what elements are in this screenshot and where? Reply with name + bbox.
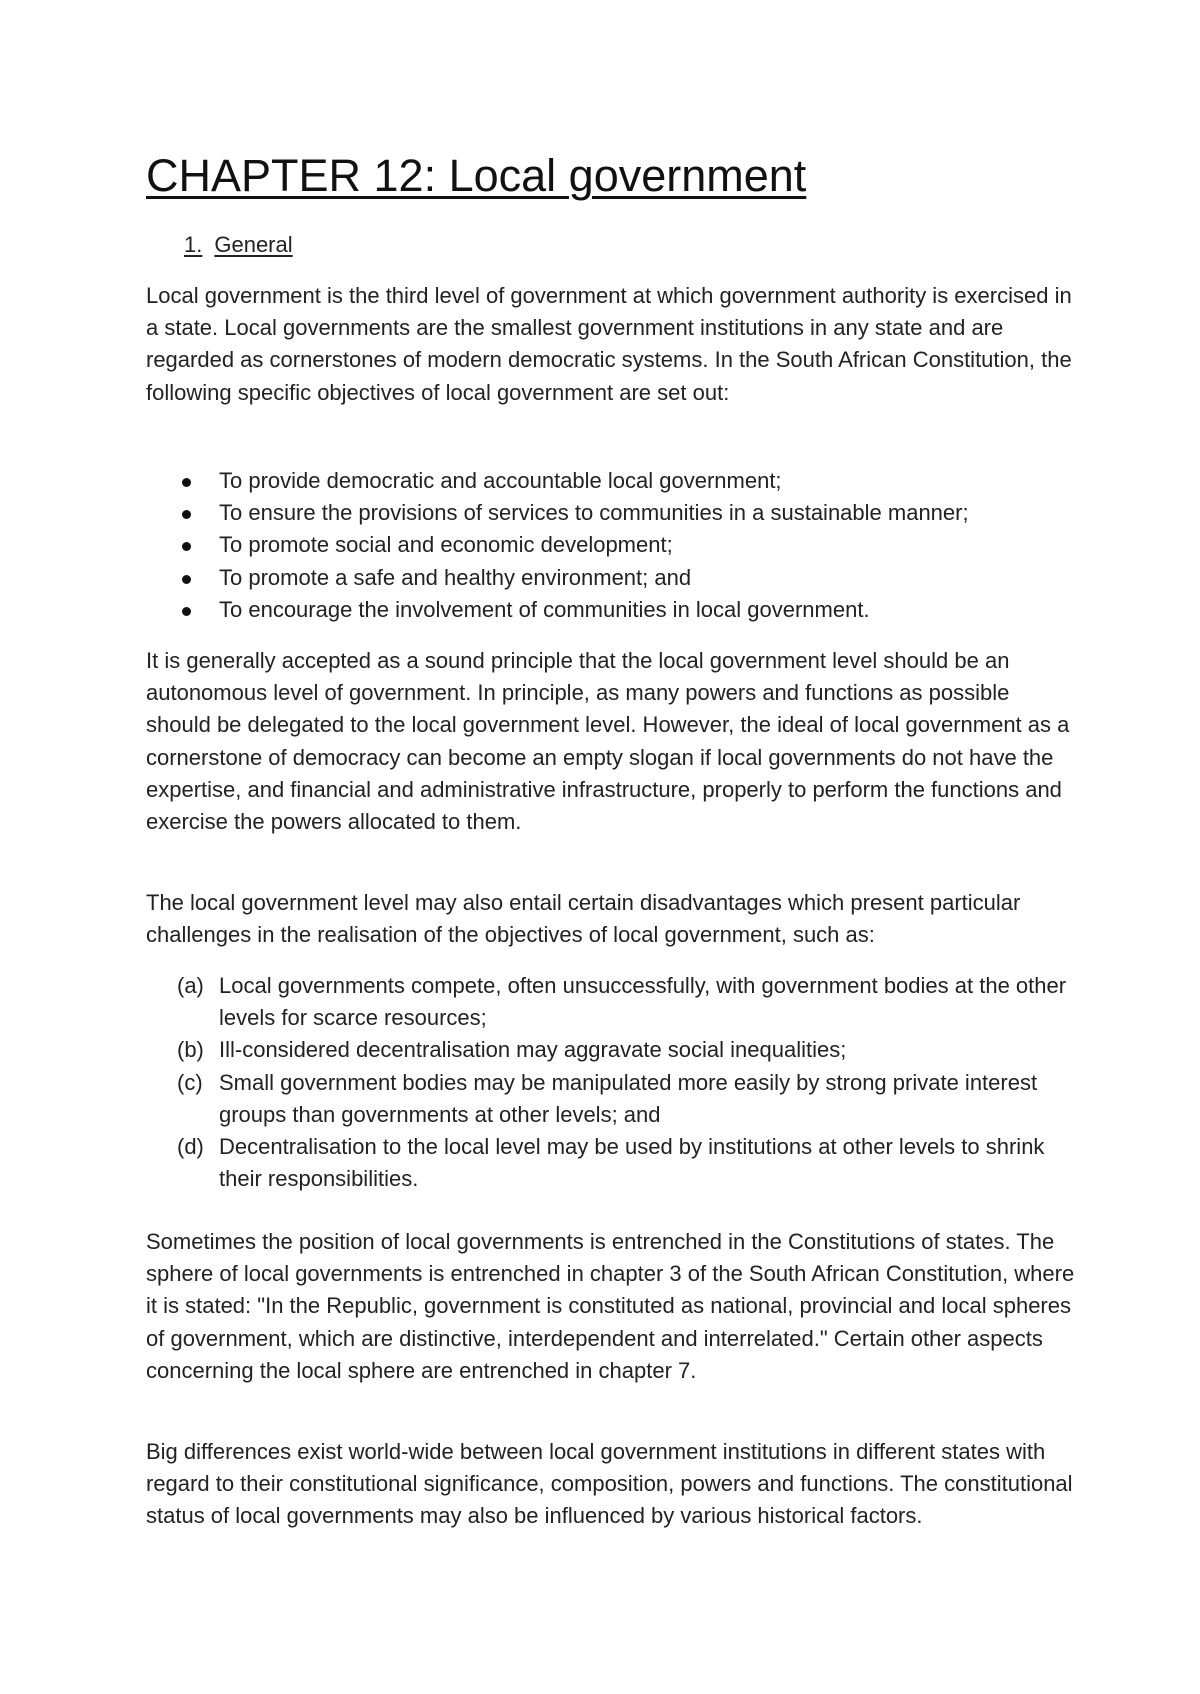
list-marker: (a) [177,973,204,998]
bullet-icon [182,542,191,551]
list-item [177,970,1076,1034]
disadvantages-list [177,970,1076,1195]
section-number: 1. [184,232,203,257]
paragraph-entrenchment: Sometimes the position of local governments is entrenched in the Constitutions of states. The sphere of local governments is entrenched in chapter 3 of the South African Constitution, where it is stated: "In the Republic, government is constituted as national, provincial and local spheres of government, which are distinctive, interdependent and interrelated." Certain other aspects concerning the local sphere are entrenched in chapter 7. [146,1229,1075,1383]
list-item-text: Local governments compete, often unsuccessfully, with government bodies at the other levels for scarce resources; [219,973,1067,1031]
list-item-text: To provide democratic and accountable local government; [219,468,782,493]
chapter-title: CHAPTER 12: Local government [146,150,807,201]
paragraph-autonomy: It is generally accepted as a sound principle that the local government level should be an autonomous level of government. In principle, as many powers and functions as possible should be delegated to the local government level. However, the ideal of local government as a cornerstone of democracy can become an empty slogan if local governments do not have the expertise, and financial and administrative infrastructure, properly to perform the functions and exercise the powers allocated to them. [146,648,1070,835]
list-item [177,1131,1076,1195]
list-item-text: To promote social and economic development; [219,532,673,558]
list-item [180,465,1076,497]
paragraph-intro: Local government is the third level of government at which government authority is exercised in a state. Local governments are the smallest government institutions in any state and are regarded as cornerstones of modern democratic systems. In the South African Constitution, the following specific objectives of local government are set out: [146,283,1072,405]
list-marker: (c) [177,1069,203,1095]
section-heading-text: General [214,232,293,257]
list-item [177,1034,1076,1066]
paragraph-disadvantages: The local government level may also entail certain disadvantages which present particular challenges in the realisation of the objectives of local government, such as: [146,890,1021,948]
list-item-text: To encourage the involvement of communities in local government. [219,596,870,622]
list-item-text: To promote a safe and healthy environment; and [219,564,692,590]
bullet-icon [182,607,191,616]
list-item [180,594,1076,626]
bullet-icon [182,478,191,487]
list-item-text: Small government bodies may be manipulated more easily by strong private interest groups than governments at other levels; and [219,1069,1038,1127]
objectives-list [180,465,1076,626]
list-item [177,1067,1076,1131]
list-item-text: Ill-considered decentralisation may aggravate social inequalities; [219,1037,847,1063]
list-item-text: To ensure the provisions of services to communities in a sustainable manner; [219,500,969,526]
list-item-text: Decentralisation to the local level may be used by institutions at other levels to shrink their responsibilities. [219,1134,1045,1192]
section-heading [184,230,293,260]
list-marker: (d) [177,1134,204,1160]
bullet-icon [182,510,191,519]
list-marker: (b) [177,1037,204,1063]
bullet-icon [182,575,191,584]
paragraph-differences: Big differences exist world-wide between local government institutions in different states with regard to their constitutional significance, composition, powers and functions. The constitutional status of local governments may also be influenced by various historical factors. [146,1439,1073,1529]
list-item [180,529,1076,561]
list-item [180,497,1076,529]
list-item [180,562,1076,594]
